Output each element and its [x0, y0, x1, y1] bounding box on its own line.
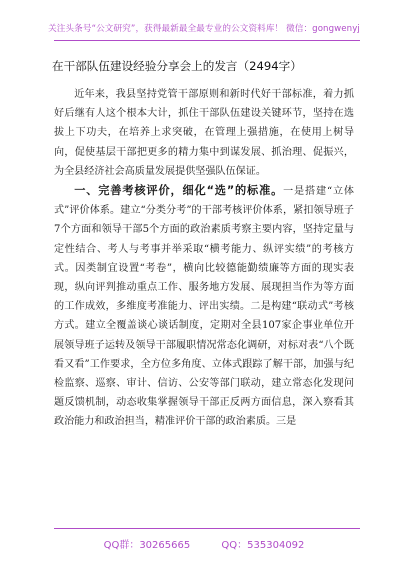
footer	[0, 536, 408, 551]
section-paragraph	[54, 181, 354, 432]
footer-qq: QQ：535304092	[221, 540, 305, 551]
section-text: 一是搭建“立体式”评价体系。建立“分类分考”的干部考核评价体系，紧扣领导班子7个方面和领导干部5个方面的政治素质考察主要内容，坚持定量与定性结合、考人与考事并举采取“横考能力、纵评实绩”的考核方式。因类制宜设置“考卷”，横向比较德能勤绩廉等方面的现实表现，纵向评判推动重点工作、服务地方发展、展现担当作为等方面的工作成效，多维度考准能力、评出实绩。二是构建“联动式”考核方式。建立全覆盖谈心谈话制度，定期对全县107家企事业单位开展领导班子运转及领导干部履职情况常态化调研，对标对表“八个既看又看”工作要求，全方位多角度、立体式跟踪了解干部，加强与纪检监察、巡察、审计、信访、公安等部门联动，建立常态化发现问题反馈机制，动态收集掌握领导干部正反两方面信息，深入察看其政治能力和政治担当，精准评价干部的政治素质。三是	[54, 186, 354, 428]
header-divider	[54, 40, 360, 41]
footer-divider	[54, 528, 360, 529]
intro-paragraph: 近年来，我县坚持党管干部原则和新时代好干部标准，着力抓好后继有人这个根本大计，抓住干部队伍建设关键环节，坚持在选拔上下功夫，在培养上求突破，在管理上强措施，在使用上树导向，促使基层干部把更多的精力集中到谋发展、抓治理、促振兴，为全县经济社会高质量发展提供坚强队伍保证。	[54, 89, 354, 177]
header-banner: 关注头条号“公文研究”，获得最新最全最专业的公文资料库！ 微信：gongwenyj	[48, 24, 360, 34]
document-body	[54, 85, 354, 432]
footer-qq-group: QQ群：30265665	[103, 540, 191, 551]
document-title: 在干部队伍建设经验分享会上的发言（2494字）	[52, 59, 302, 73]
section-heading: 一、完善考核评价，细化“选”的标准。	[74, 184, 284, 198]
